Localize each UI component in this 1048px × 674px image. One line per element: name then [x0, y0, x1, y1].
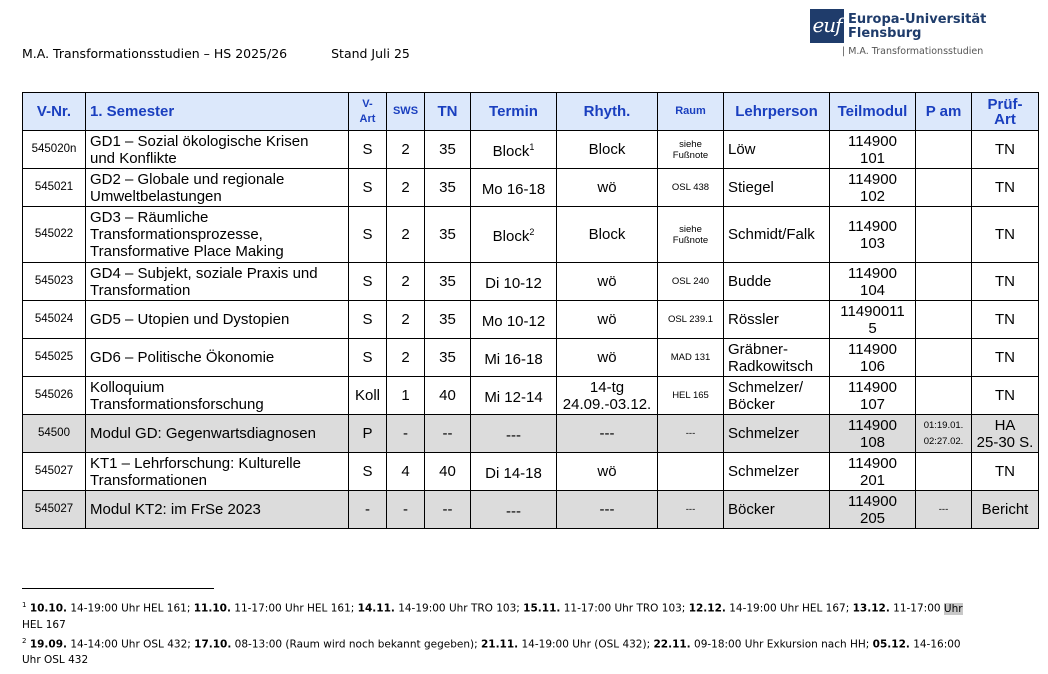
header-pam: P am	[916, 93, 972, 131]
table-row	[23, 131, 1039, 169]
cell-pam	[916, 377, 972, 415]
logo-name	[848, 13, 986, 41]
header-sws: SWS	[387, 93, 425, 131]
cell-teilmodul: 114900 201	[830, 453, 916, 491]
cell-sws: 2	[387, 339, 425, 377]
cell-teilmodul: 11490011 5	[830, 301, 916, 339]
header-pruefart: Prüf- Art	[972, 93, 1039, 131]
cell-pam	[916, 301, 972, 339]
cell-pam	[916, 207, 972, 263]
cell-termin: Block$^2$	[471, 207, 557, 263]
cell-termin: Mo 16-18	[471, 169, 557, 207]
cell-title: Modul KT2: im FrSe 2023	[86, 491, 349, 529]
document-header	[22, 46, 410, 61]
logo-mark: euf	[810, 9, 844, 43]
cell-raum: ---	[658, 491, 724, 529]
cell-lehrperson: Rössler	[724, 301, 830, 339]
cell-termin: Mo 10-12	[471, 301, 557, 339]
highlighted-text: Uhr	[943, 602, 963, 615]
cell-termin: ---	[471, 491, 557, 529]
cell-lehrperson: Schmelzer/ Böcker	[724, 377, 830, 415]
cell-pruefart: TN	[972, 263, 1039, 301]
cell-pruefart: TN	[972, 301, 1039, 339]
cell-raum: OSL 239.1	[658, 301, 724, 339]
cell-sws: 1	[387, 377, 425, 415]
cell-teilmodul: 114900 108	[830, 415, 916, 453]
cell-vnr: 54500	[23, 415, 86, 453]
footnote-1: $^1$ 10.10. 14-19:00 Uhr HEL 161; 11.10. 11-17:00 Uhr HEL 161; 14.11. 14-19:00 Uhr TRO 103; 15.11. 11-17:00 Uhr TRO 103; 12.12. 14-19:00 Uhr HEL 167; 13.12. 11-17:00 Uhr HEL 167	[22, 601, 963, 631]
cell-raum	[658, 453, 724, 491]
header-semester: 1. Semester	[86, 93, 349, 131]
cell-pruefart: TN	[972, 339, 1039, 377]
table-row	[23, 263, 1039, 301]
cell-pam	[916, 453, 972, 491]
cell-sws: 2	[387, 131, 425, 169]
cell-lehrperson: Schmelzer	[724, 415, 830, 453]
cell-teilmodul: 114900 102	[830, 169, 916, 207]
logo-name-line2: Flensburg	[848, 26, 922, 41]
cell-pam	[916, 339, 972, 377]
cell-vnr: 545022	[23, 207, 86, 263]
header-tn: TN	[425, 93, 471, 131]
cell-vart: S	[349, 453, 387, 491]
cell-termin: ---	[471, 415, 557, 453]
cell-sws: 2	[387, 263, 425, 301]
cell-vnr: 545020n	[23, 131, 86, 169]
cell-rhyth: wö	[557, 339, 658, 377]
university-logo	[810, 9, 1010, 59]
cell-pam	[916, 169, 972, 207]
table-row	[23, 415, 1039, 453]
cell-pam: 01:19.01. 02:27.02.	[916, 415, 972, 453]
cell-pruefart: Bericht	[972, 491, 1039, 529]
cell-pruefart: TN	[972, 377, 1039, 415]
cell-lehrperson: Böcker	[724, 491, 830, 529]
table-header-row	[23, 93, 1039, 131]
cell-sws: 4	[387, 453, 425, 491]
cell-vart: P	[349, 415, 387, 453]
cell-rhyth: 14-tg 24.09.-03.12.	[557, 377, 658, 415]
cell-lehrperson: Löw	[724, 131, 830, 169]
cell-pruefart: TN	[972, 207, 1039, 263]
footnote-2: $^2$ 19.09. 14-14:00 Uhr OSL 432; 17.10. 08-13:00 (Raum wird noch bekannt gegeben); 21.11. 14-19:00 Uhr (OSL 432); 22.11. 09-18:00 Uhr Exkursion nach HH; 05.12. 14-16:00 Uhr OSL 432	[22, 636, 961, 666]
cell-title: GD2 – Globale und regionale Umweltbelastungen	[86, 169, 349, 207]
cell-sws: -	[387, 491, 425, 529]
table-row	[23, 377, 1039, 415]
footnotes	[22, 597, 1022, 668]
cell-vart: -	[349, 491, 387, 529]
cell-tn: --	[425, 491, 471, 529]
cell-vnr: 545027	[23, 491, 86, 529]
cell-vart: S	[349, 131, 387, 169]
cell-teilmodul: 114900 104	[830, 263, 916, 301]
cell-vnr: 545026	[23, 377, 86, 415]
header-teilmodul: Teilmodul	[830, 93, 916, 131]
cell-rhyth: Block	[557, 207, 658, 263]
cell-lehrperson: Schmidt/Falk	[724, 207, 830, 263]
cell-tn: 40	[425, 453, 471, 491]
cell-vnr: 545021	[23, 169, 86, 207]
cell-pam	[916, 263, 972, 301]
cell-vart: S	[349, 263, 387, 301]
cell-tn: 35	[425, 339, 471, 377]
cell-teilmodul: 114900 107	[830, 377, 916, 415]
cell-title: GD6 – Politische Ökonomie	[86, 339, 349, 377]
cell-teilmodul: 114900 101	[830, 131, 916, 169]
cell-sws: -	[387, 415, 425, 453]
table-row	[23, 453, 1039, 491]
cell-tn: --	[425, 415, 471, 453]
cell-vnr: 545027	[23, 453, 86, 491]
cell-lehrperson: Budde	[724, 263, 830, 301]
header-raum: Raum	[658, 93, 724, 131]
cell-lehrperson: Stiegel	[724, 169, 830, 207]
cell-tn: 35	[425, 207, 471, 263]
table-row	[23, 207, 1039, 263]
cell-rhyth: wö	[557, 453, 658, 491]
cell-pam: ---	[916, 491, 972, 529]
cell-lehrperson: Schmelzer	[724, 453, 830, 491]
cell-pruefart: TN	[972, 169, 1039, 207]
cell-title: GD4 – Subjekt, soziale Praxis und Transformation	[86, 263, 349, 301]
cell-title: GD1 – Sozial ökologische Krisen und Konflikte	[86, 131, 349, 169]
cell-termin: Di 14-18	[471, 453, 557, 491]
cell-termin: Di 10-12	[471, 263, 557, 301]
header-rhyth: Rhyth.	[557, 93, 658, 131]
table-row	[23, 301, 1039, 339]
cell-rhyth: Block	[557, 131, 658, 169]
cell-termin: Mi 12-14	[471, 377, 557, 415]
cell-pruefart: HA 25-30 S.	[972, 415, 1039, 453]
cell-vnr: 545024	[23, 301, 86, 339]
table-body	[23, 131, 1039, 529]
cell-lehrperson: Gräbner- Radkowitsch	[724, 339, 830, 377]
cell-vart: S	[349, 207, 387, 263]
footnote-separator	[22, 588, 214, 589]
header-lehrperson: Lehrperson	[724, 93, 830, 131]
cell-rhyth: wö	[557, 169, 658, 207]
cell-tn: 35	[425, 169, 471, 207]
cell-termin: Block$^1$	[471, 131, 557, 169]
cell-tn: 35	[425, 263, 471, 301]
cell-rhyth: wö	[557, 263, 658, 301]
logo-name-line1: Europa-Universität	[848, 12, 987, 27]
cell-raum: HEL 165	[658, 377, 724, 415]
header-vart: V- Art	[349, 93, 387, 131]
table-row	[23, 339, 1039, 377]
stand-date: Stand Juli 25	[331, 46, 410, 61]
cell-title: GD5 – Utopien und Dystopien	[86, 301, 349, 339]
cell-pruefart: TN	[972, 131, 1039, 169]
cell-tn: 35	[425, 131, 471, 169]
cell-sws: 2	[387, 169, 425, 207]
cell-vart: S	[349, 301, 387, 339]
cell-raum: siehe Fußnote	[658, 207, 724, 263]
cell-title: KT1 – Lehrforschung: Kulturelle Transformationen	[86, 453, 349, 491]
cell-title: GD3 – Räumliche Transformationsprozesse, Transformative Place Making	[86, 207, 349, 263]
cell-tn: 40	[425, 377, 471, 415]
cell-termin: Mi 16-18	[471, 339, 557, 377]
cell-vart: S	[349, 339, 387, 377]
cell-tn: 35	[425, 301, 471, 339]
header-termin: Termin	[471, 93, 557, 131]
cell-rhyth: ---	[557, 491, 658, 529]
cell-raum: OSL 438	[658, 169, 724, 207]
program-title: M.A. Transformationsstudien – HS 2025/26	[22, 46, 288, 61]
cell-title: Modul GD: Gegenwartsdiagnosen	[86, 415, 349, 453]
cell-vnr: 545023	[23, 263, 86, 301]
cell-vart: S	[349, 169, 387, 207]
course-table	[22, 92, 1039, 529]
cell-vart: Koll	[349, 377, 387, 415]
header-vnr: V-Nr.	[23, 93, 86, 131]
cell-teilmodul: 114900 205	[830, 491, 916, 529]
cell-vnr: 545025	[23, 339, 86, 377]
cell-raum: MAD 131	[658, 339, 724, 377]
cell-raum: OSL 240	[658, 263, 724, 301]
cell-title: Kolloquium Transformationsforschung	[86, 377, 349, 415]
cell-sws: 2	[387, 207, 425, 263]
logo-subtitle: | M.A. Transformationsstudien	[842, 46, 984, 57]
table-row	[23, 491, 1039, 529]
table-row	[23, 169, 1039, 207]
cell-teilmodul: 114900 106	[830, 339, 916, 377]
cell-raum: ---	[658, 415, 724, 453]
cell-pruefart: TN	[972, 453, 1039, 491]
cell-pam	[916, 131, 972, 169]
cell-raum: siehe Fußnote	[658, 131, 724, 169]
cell-teilmodul: 114900 103	[830, 207, 916, 263]
cell-rhyth: wö	[557, 301, 658, 339]
cell-rhyth: ---	[557, 415, 658, 453]
cell-sws: 2	[387, 301, 425, 339]
